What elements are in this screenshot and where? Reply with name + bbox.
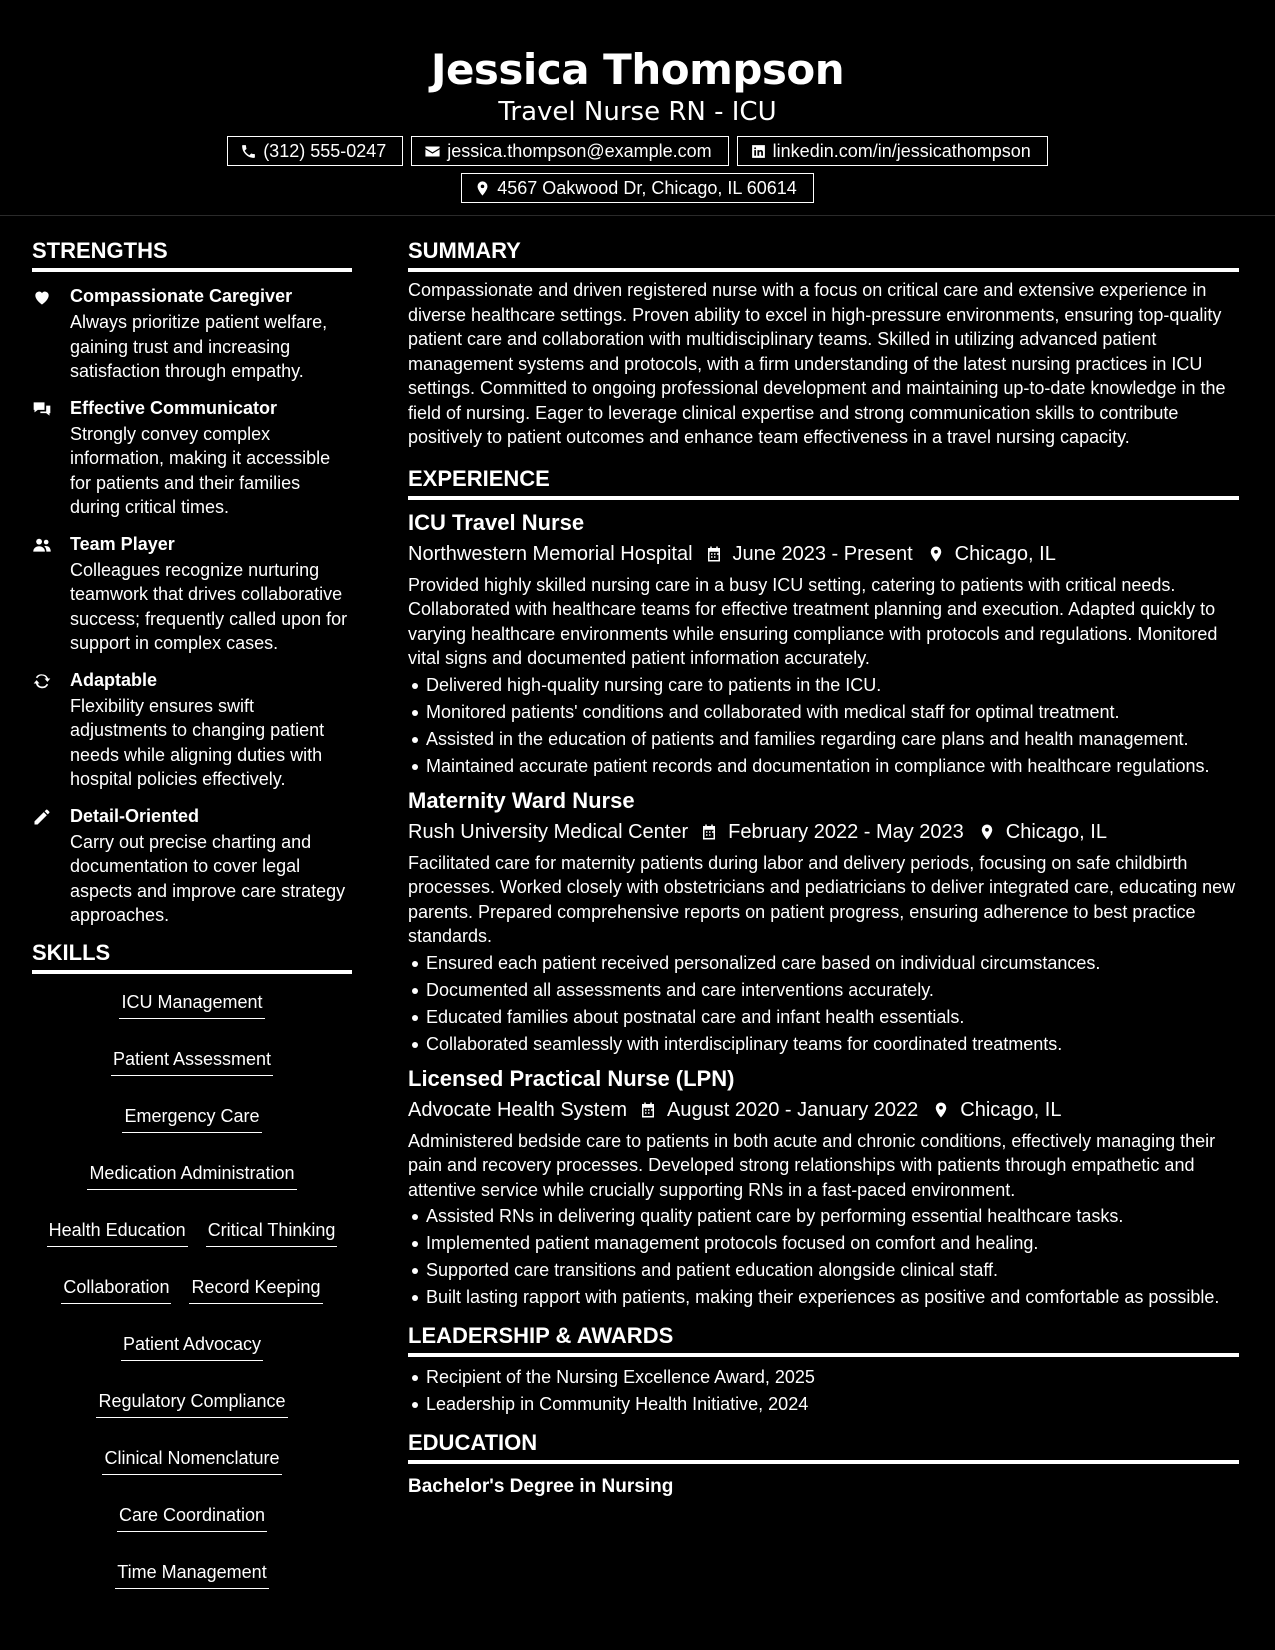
strength-desc: Carry out precise charting and documentation to cover legal aspects and improve care strategy approaches.	[70, 831, 346, 925]
list-item: Collaborated seamlessly with interdisciplinary teams for coordinated treatments.	[426, 1032, 1239, 1056]
map-pin-icon	[978, 823, 996, 841]
job-title: Licensed Practical Nurse (LPN)	[408, 1065, 735, 1091]
list-item: Educated families about postnatal care and infant health essentials.	[426, 1005, 1239, 1029]
map-pin-icon	[474, 180, 491, 197]
list-item: Leadership in Community Health Initiative, 2024	[426, 1392, 1239, 1416]
strength-item	[32, 804, 352, 928]
skill-tag: Care Coordination	[117, 1501, 267, 1532]
skill-tag: Health Education	[47, 1216, 188, 1247]
strength-item	[32, 532, 352, 656]
strengths-heading: STRENGTHS	[32, 238, 352, 272]
strength-title: Detail-Oriented	[70, 805, 200, 826]
experience-heading: EXPERIENCE	[408, 466, 1239, 500]
job-location: Chicago, IL	[1005, 820, 1107, 843]
calendar-icon	[700, 823, 718, 841]
job-entry	[408, 786, 1239, 1056]
list-item: Monitored patients' conditions and collaborated with medical staff for optimal treatment.	[426, 700, 1239, 724]
strength-item	[32, 284, 352, 384]
leadership-heading: LEADERSHIP & AWARDS	[408, 1323, 1239, 1357]
job-title: Maternity Ward Nurse	[408, 787, 635, 813]
skill-tag: Collaboration	[61, 1273, 171, 1304]
skill-tag: ICU Management	[119, 988, 264, 1019]
list-item: Implemented patient management protocols focused on comfort and healing.	[426, 1231, 1239, 1255]
list-item: Assisted RNs in delivering quality patient care by performing essential healthcare tasks.	[426, 1204, 1239, 1228]
strength-title: Team Player	[70, 533, 175, 554]
email-chip[interactable]	[411, 136, 728, 166]
linkedin-chip[interactable]	[737, 136, 1048, 166]
leadership-list	[408, 1365, 1239, 1416]
skill-tag: Medication Administration	[87, 1159, 296, 1190]
map-pin-icon	[932, 1101, 950, 1119]
skill-tag: Record Keeping	[189, 1273, 322, 1304]
strengths-list	[32, 284, 352, 928]
education-degree: Bachelor's Degree in Nursing	[408, 1476, 674, 1497]
email-text: jessica.thompson@example.com	[447, 140, 712, 161]
strength-desc: Always prioritize patient welfare, gaining trust and increasing satisfaction through empathy.	[70, 312, 328, 381]
job-entry	[408, 1064, 1239, 1310]
skill-tag: Critical Thinking	[206, 1216, 338, 1247]
strength-title: Effective Communicator	[70, 397, 278, 418]
list-item: Supported care transitions and patient education alongside clinical staff.	[426, 1258, 1239, 1282]
linkedin-text: linkedin.com/in/jessicathompson	[772, 140, 1031, 161]
summary-text: Compassionate and driven registered nurse with a focus on critical care and extensive experience in diverse healthcare settings. Proven ability to excel in high-pressure environments, ensuring top-quality patient care and collaboration with multidisciplinary teams. Skilled in utilizing advanced patient management systems and protocols, with a firm understanding of the latest nursing practices in ICU settings. Committed to ongoing professional development and maintaining up-to-date knowledge in the field of nursing. Eager to leverage clinical expertise and strong communication skills to contribute positively to patient outcomes and enhance team effectiveness in a travel nursing capacity.	[408, 280, 1226, 447]
skills-heading: SKILLS	[32, 940, 352, 974]
job-bullets	[408, 951, 1239, 1056]
envelope-icon	[424, 143, 441, 160]
phone-chip[interactable]	[227, 136, 403, 166]
address-chip	[461, 173, 814, 203]
contact-row	[0, 136, 1275, 166]
pencil-icon	[32, 807, 52, 827]
job-company: Rush University Medical Center	[408, 820, 689, 843]
job-dates: February 2022 - May 2023	[728, 820, 964, 843]
phone-text: (312) 555-0247	[263, 140, 387, 161]
strength-item	[32, 396, 352, 520]
strength-desc: Flexibility ensures swift adjustments to changing patient needs while aligning duties with hospital policies effectively.	[70, 695, 325, 789]
skill-tag: Patient Assessment	[111, 1045, 273, 1076]
job-title: ICU Travel Nurse	[408, 509, 585, 535]
contact-row-2	[0, 173, 1275, 203]
list-item: Ensured each patient received personalized care based on individual circumstances.	[426, 951, 1239, 975]
skill-tag: Emergency Care	[122, 1102, 261, 1133]
candidate-title: Travel Nurse RN - ICU	[498, 97, 777, 127]
job-meta	[408, 817, 1239, 847]
job-description: Administered bedside care to patients in both acute and chronic conditions, effectively managing their pain and recovery processes. Developed strong relationships with patients through empathetic and attentive service while crucially supporting RNs in a fast-paced environment.	[408, 1130, 1216, 1200]
list-item: Recipient of the Nursing Excellence Award, 2025	[426, 1365, 1239, 1389]
job-dates: June 2023 - Present	[732, 542, 913, 565]
left-column	[32, 238, 352, 1589]
resume-header	[0, 0, 1275, 216]
linkedin-icon	[750, 143, 767, 160]
list-item: Maintained accurate patient records and documentation in compliance with healthcare regulations.	[426, 754, 1239, 778]
users-icon	[32, 535, 52, 555]
strength-title: Adaptable	[70, 669, 158, 690]
list-item: Documented all assessments and care interventions accurately.	[426, 978, 1239, 1002]
map-pin-icon	[927, 545, 945, 563]
job-meta	[408, 539, 1239, 569]
job-location: Chicago, IL	[954, 542, 1056, 565]
job-location: Chicago, IL	[960, 1098, 1062, 1121]
job-description: Facilitated care for maternity patients during labor and delivery periods, focusing on safe childbirth processes. Worked closely with obstetricians and pediatricians to deliver integrated care, educating new parents. Prepared comprehensive reports on patient progress, ensuring adherence to best practice standards.	[408, 852, 1236, 946]
job-bullets	[408, 673, 1239, 778]
job-entry	[408, 508, 1239, 778]
job-meta	[408, 1095, 1239, 1125]
job-description: Provided highly skilled nursing care in a busy ICU setting, catering to patients with critical needs. Collaborated with healthcare teams for effective treatment planning and execution. Adapted quickly to varying healthcare environments while ensuring compliance with protocols and regulations. Monitored vital signs and documented patient information accurately.	[408, 574, 1218, 668]
address-text: 4567 Oakwood Dr, Chicago, IL 60614	[497, 177, 797, 198]
strength-item	[32, 668, 352, 792]
skills-list	[32, 988, 352, 1589]
education-heading: EDUCATION	[408, 1430, 1239, 1464]
calendar-icon	[705, 545, 723, 563]
job-company: Northwestern Memorial Hospital	[408, 542, 693, 565]
skill-tag: Clinical Nomenclature	[102, 1444, 281, 1475]
list-item: Delivered high-quality nursing care to patients in the ICU.	[426, 673, 1239, 697]
phone-icon	[240, 143, 257, 160]
job-company: Advocate Health System	[408, 1098, 627, 1121]
strength-title: Compassionate Caregiver	[70, 286, 293, 306]
sync-icon	[32, 671, 52, 691]
candidate-name: Jessica Thompson	[430, 45, 845, 94]
strength-desc: Colleagues recognize nurturing teamwork that drives collaborative success; frequently called upon for support in complex cases.	[70, 559, 348, 653]
job-dates: August 2020 - January 2022	[667, 1098, 919, 1121]
heart-icon	[32, 287, 52, 307]
skill-tag: Time Management	[115, 1558, 268, 1589]
list-item: Assisted in the education of patients and families regarding care plans and health management.	[426, 727, 1239, 751]
skill-tag: Patient Advocacy	[121, 1330, 263, 1361]
calendar-icon	[639, 1101, 657, 1119]
summary-heading: SUMMARY	[408, 238, 1239, 272]
strength-desc: Strongly convey complex information, making it accessible for patients and their families during critical times.	[70, 423, 331, 517]
list-item: Built lasting rapport with patients, making their experiences as positive and comfortable as possible.	[426, 1285, 1239, 1309]
right-column	[408, 238, 1239, 1500]
job-bullets	[408, 1204, 1239, 1309]
skill-tag: Regulatory Compliance	[96, 1387, 287, 1418]
chat-icon	[32, 399, 52, 419]
